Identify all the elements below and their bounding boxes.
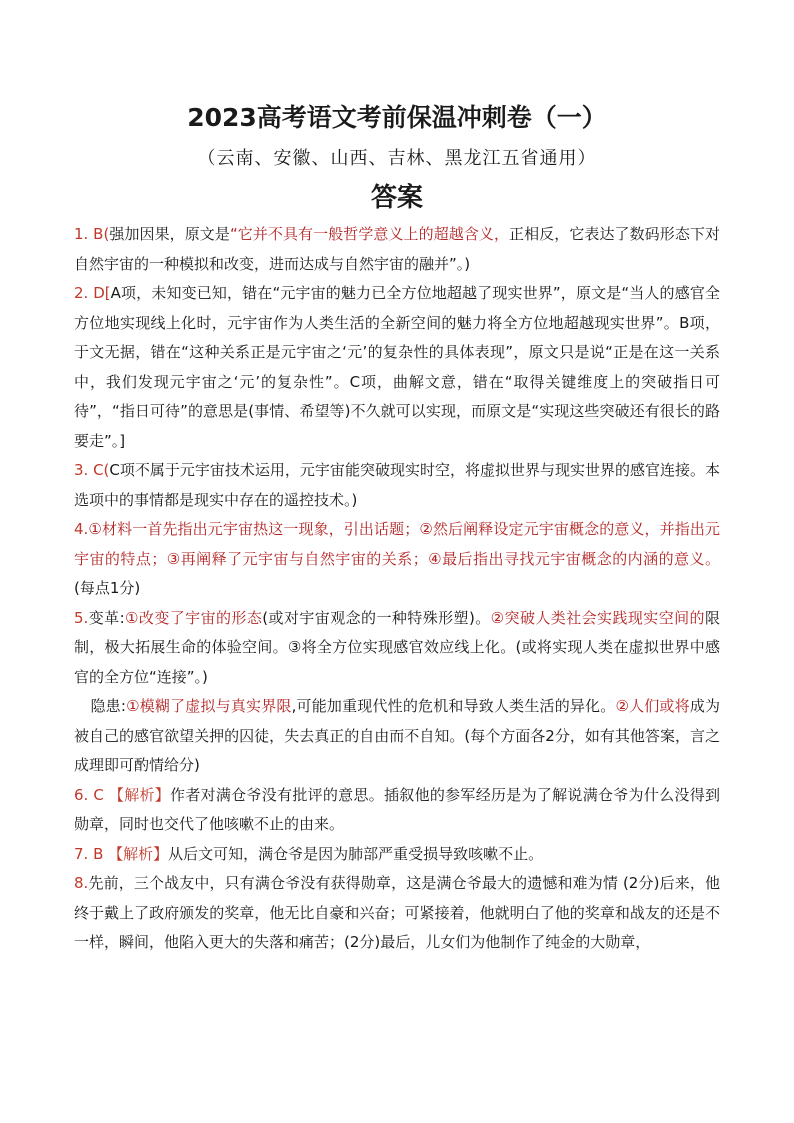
- answer-item-8: 8.先前，三个战友中，只有满仓爷没有获得勋章，这是满仓爷最大的遗憾和难为情 (2分)后来，他终于戴上了政府颁发的奖章，他无比自豪和兴奋；可紧接着，他就明白了他的奖章和战友的还是不一样，瞬间，他陷入更大的失落和痛苦；(2分)最后，儿女们为他制作了纯金的大勋章，: [74, 874, 720, 951]
- answer-item-1: 1. B(强加因果，原文是“它并不具有一般哲学意义上的超越含义，正相反，它表达了数码形态下对自然宇宙的一种模拟和改变，进而达成与自然宇宙的融并”。): [74, 225, 720, 273]
- answer-item-3: 3. C(C项不属于元宇宙技术运用，元宇宙能突破现实时空，将虚拟世界与现实世界的感官连接。本选项中的事情都是现实中存在的遥控技术。): [74, 461, 721, 509]
- answer-item-2: 2. D[A项，未知变已知，错在“元宇宙的魅力已全方位地超越了现实世界”，原文是“当人的感官全方位地实现线上化时，元宇宙作为人类生活的全新空间的魅力将全方位地超越现实世界”。B项，于文无据，错在“这种关系正是元宇宙之‘元’的复杂性的具体表现”，原文只是说“正是在这一关系中，我们发现元宇宙之‘元’的复杂性”。C项，曲解文意，错在“取得关键维度上的突破指日可待”，“指日可待”的意思是(事情、希望等)不久就可以实现，而原文是“实现这些突破还有很长的路要走”。]: [74, 284, 720, 450]
- item-label: 7. B: [74, 844, 104, 863]
- answer-points: ①材料一首先指出元宇宙热这一现象，引出话题；②然后阐释设定元宇宙概念的意义，并指出元宇宙的特点；③再阐释了元宇宙与自然宇宙的关系；④最后指出寻找元宇宙概念的内涵的意义。: [74, 520, 720, 568]
- document-subtitle: （云南、安徽、山西、吉林、黑龙江五省通用）: [197, 148, 597, 169]
- item-label: 5.: [74, 608, 89, 627]
- answer-item-5-continued: 隐患:①模糊了虚拟与真实界限,可能加重现代性的危机和导致人类生活的异化。②人们或将成为被自己的感官欲望关押的囚徒，失去真正的自由而不自知。(每个方面各2分，如有其他答案，言之成理即可酌情给分): [74, 697, 720, 774]
- answer-item-4: 4.①材料一首先指出元宇宙热这一现象，引出话题；②然后阐释设定元宇宙概念的意义，并指出元宇宙的特点；③再阐释了元宇宙与自然宇宙的关系；④最后指出寻找元宇宙概念的内涵的意义。(每点1分): [74, 520, 720, 597]
- answer-heading: 答案: [370, 183, 423, 213]
- item-label: 8.: [74, 874, 89, 892]
- quoted-text: “它并不具有一般哲学意义上的超越含义，: [229, 225, 510, 243]
- item-label: 4.: [74, 520, 89, 538]
- document-title: 2023高考语文考前保温冲刺卷（一）: [187, 103, 607, 132]
- answer-item-5: 5.变革:①改变了宇宙的形态(或对宇宙观念的一种特殊形塑)。②突破人类社会实践现实空间的限制，极大拓展生命的体验空间。③将全方位实现感官效应线上化。(或将实现人类在虚拟世界中感官的全方位“连接”。): [74, 608, 720, 686]
- item-label: 3. C(: [74, 461, 110, 479]
- analysis-tag: 【解析】: [108, 785, 171, 804]
- analysis-tag: 【解析】: [108, 844, 169, 863]
- answer-item-7: 7. B 【解析】从后文可知，满仓爷是因为肺部严重受损导致咳嗽不止。: [74, 844, 544, 863]
- item-label: 6. C: [74, 785, 104, 804]
- answer-item-6: 6. C 【解析】作者对满仓爷没有批评的意思。插叙他的参军经历是为了解说满仓爷为什么没得到勋章，同时也交代了他咳嗽不止的由来。: [74, 785, 720, 833]
- item-label: 2. D[: [74, 284, 111, 302]
- item-label: 1. B(: [74, 225, 110, 243]
